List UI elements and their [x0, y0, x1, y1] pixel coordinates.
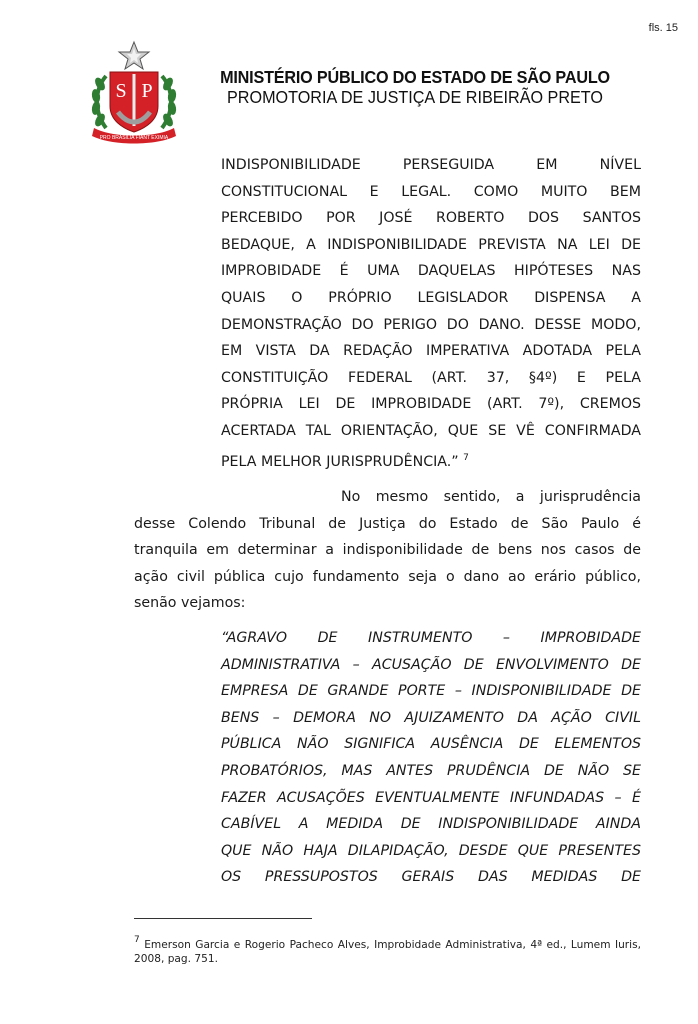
- quote-line: CONSTITUIÇÃO FEDERAL (ART. 37, §4º) E PELA: [221, 369, 641, 386]
- svg-text:PRO BRASILIA FIANT EXIMIA: PRO BRASILIA FIANT EXIMIA: [99, 135, 169, 141]
- quote-line: CABÍVEL A MEDIDA DE INDISPONIBILIDADE AINDA: [221, 816, 641, 833]
- body-paragraph: [134, 484, 641, 617]
- quote-line-last: [221, 445, 641, 472]
- quote-line: IMPROBIDADE É UMA DAQUELAS HIPÓTESES NAS: [221, 263, 641, 280]
- quote-line: CONSTITUCIONAL E LEGAL. COMO MUITO BEM: [221, 183, 641, 200]
- quote-line-text: PELA MELHOR JURISPRUDÊNCIA.”: [221, 453, 459, 470]
- paragraph-line: senão vejamos:: [134, 595, 246, 612]
- quotation-block-2: [221, 625, 641, 891]
- quote-line: PÚBLICA NÃO SIGNIFICA AUSÊNCIA DE ELEMENTOS: [221, 736, 641, 753]
- quotation-block-1: [221, 152, 641, 471]
- quote-line: INDISPONIBILIDADE PERSEGUIDA EM NÍVEL: [221, 157, 641, 173]
- quote-line: EM VISTA DA REDAÇÃO IMPERATIVA ADOTADA PELA: [221, 343, 641, 360]
- footnote-reference[interactable]: 7: [463, 452, 469, 463]
- paragraph-line: tranquila em determinar a indisponibilidade de bens nos casos de: [134, 542, 641, 559]
- quote-line: ADMINISTRATIVA – ACUSAÇÃO DE ENVOLVIMENTO DE: [221, 656, 641, 673]
- paragraph-line: ação civil pública cujo fundamento seja o dano ao erário público,: [134, 568, 641, 585]
- quote-line: ACERTADA TAL ORIENTAÇÃO, QUE SE VÊ CONFIRMADA: [221, 422, 641, 439]
- footnote-text: Emerson Garcia e Rogerio Pacheco Alves, Improbidade Administrativa, 4ª ed., Lumem Iuris, 2008, pag. 751.: [134, 939, 641, 965]
- footnote-separator: [134, 918, 312, 919]
- quote-line: QUE NÃO HAJA DILAPIDAÇÃO, DESDE QUE PRESENTES: [221, 842, 641, 859]
- quote-line: PRÓPRIA LEI DE IMPROBIDADE (ART. 7º), CREMOS: [221, 396, 641, 413]
- quote-line: PERCEBIDO POR JOSÉ ROBERTO DOS SANTOS: [221, 210, 641, 227]
- quote-line: OS PRESSUPOSTOS GERAIS DAS MEDIDAS DE: [221, 869, 641, 886]
- footnote-marker: 7: [134, 935, 140, 945]
- paragraph-line: desse Colendo Tribunal de Justiça do Estado de São Paulo é: [134, 515, 641, 532]
- quote-line: BENS – DEMORA NO AJUIZAMENTO DA AÇÃO CIVIL: [221, 709, 641, 726]
- paragraph-line: No mesmo sentido, a jurisprudência: [341, 489, 641, 505]
- quote-line: FAZER ACUSAÇÕES EVENTUALMENTE INFUNDADAS – É: [221, 789, 641, 806]
- quote-line: DEMONSTRAÇÃO DO PERIGO DO DANO. DESSE MODO,: [221, 316, 641, 333]
- quote-line: EMPRESA DE GRANDE PORTE – INDISPONIBILIDADE DE: [221, 683, 641, 700]
- organization-subtitle: PROMOTORIA DE JUSTIÇA DE RIBEIRÃO PRETO: [227, 87, 603, 107]
- quote-line: PROBATÓRIOS, MAS ANTES PRUDÊNCIA DE NÃO SE: [221, 762, 641, 779]
- quote-line: BEDAQUE, A INDISPONIBILIDADE PREVISTA NA LEI DE: [221, 236, 641, 253]
- sao-paulo-coat-of-arms-icon: [88, 40, 180, 146]
- footnote: [134, 934, 641, 966]
- svg-text:S: S: [115, 80, 127, 102]
- page-number: fls. 15: [648, 22, 678, 34]
- svg-text:P: P: [141, 80, 153, 102]
- organization-title: MINISTÉRIO PÚBLICO DO ESTADO DE SÃO PAULO: [220, 67, 610, 87]
- quote-line: “AGRAVO DE INSTRUMENTO – IMPROBIDADE: [221, 630, 641, 646]
- quote-line: QUAIS O PRÓPRIO LEGISLADOR DISPENSA A: [221, 289, 641, 306]
- organization-header: [190, 67, 640, 107]
